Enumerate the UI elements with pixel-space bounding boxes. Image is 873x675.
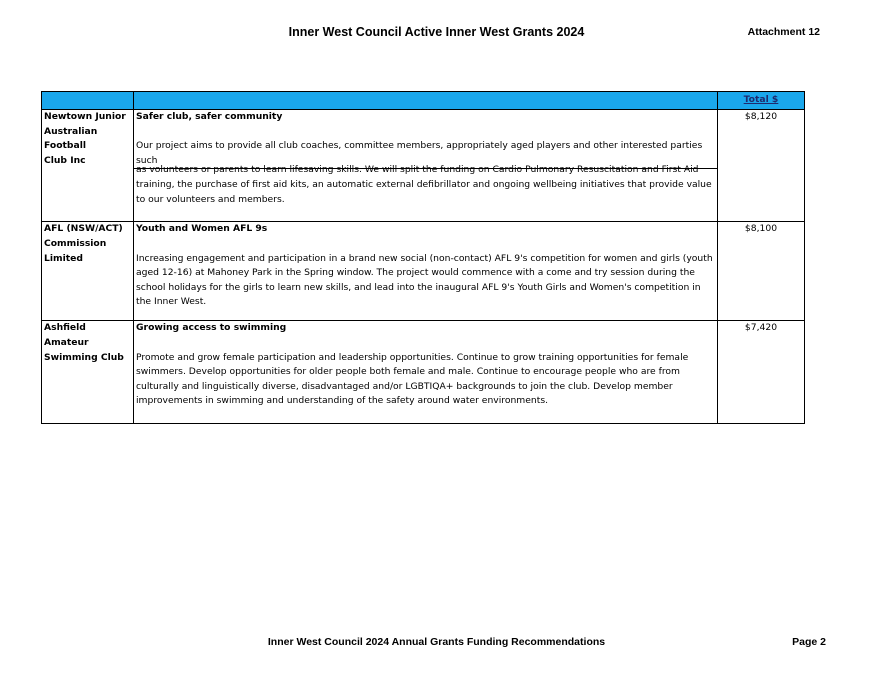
table-row [42, 222, 805, 321]
project-description-continued: training, the purchase of first aid kits, an automatic external defibrillator and ongoing wellbeing initiatives that provide value to our volunteers and members. [136, 178, 712, 205]
organisation-cell [42, 110, 134, 169]
project-title: Growing access to swimming [136, 322, 287, 334]
organisation-name-line: Commission [44, 237, 107, 249]
organisation-name-line: Limited [44, 252, 83, 264]
organisation-name-line: Ashfield Amateur [44, 322, 89, 348]
grants-table [41, 91, 805, 424]
project-description: Increasing engagement and participation in a brand new social (non-contact) AFL 9's competition for women and girls (youth aged 12-16) at Mahoney Park in the Spring window. The project would commence with a come and try session during the school holidays for the girls to learn new skills, and lead into the inaugural AFL 9's Youth Girls and Women's competition in the Inner West. [136, 252, 713, 308]
table-header-row [42, 92, 805, 110]
project-title: Youth and Women AFL 9s [136, 223, 268, 235]
table-row [42, 110, 805, 169]
header-cell-project [134, 92, 718, 110]
organisation-name-line: Swimming Club [44, 351, 124, 363]
organisation-name-line: Club Inc [44, 154, 86, 166]
project-cell [134, 222, 718, 321]
footer-text: Inner West Council 2024 Annual Grants Funding Recommendations [267, 636, 606, 648]
organisation-name-line: AFL (NSW/ACT) [44, 223, 123, 235]
attachment-label: Attachment 12 [747, 26, 820, 38]
table-row [42, 321, 805, 424]
project-description-clipped-line: as volunteers or parents to learn lifesaving skills. We will split the funding on Cardio Pulmonary Resuscitation and First Aid [136, 164, 699, 176]
table-row-continuation [42, 169, 805, 222]
project-cell [134, 321, 718, 424]
project-description: Our project aims to provide all club coaches, committee members, appropriately aged players and other interested parties such [136, 140, 703, 166]
page-number: Page 2 [792, 636, 826, 648]
header-cell-total: Total $ [718, 92, 805, 110]
project-cell-continuation [134, 164, 718, 222]
organisation-cell [42, 222, 134, 321]
header-cell-org [42, 92, 134, 110]
organisation-name-line: Australian Football [44, 125, 98, 152]
organisation-cell-continuation [42, 169, 134, 222]
project-cell [134, 110, 718, 169]
amount-cell: $8,100 [718, 222, 805, 321]
organisation-name-line: Newtown Junior [44, 111, 126, 122]
project-description: Promote and grow female participation and leadership opportunities. Continue to grow training opportunities for female swimmers. Develop opportunities for older people both female and male. Continue to encourage people who are from culturally and linguistically diverse, disadvantaged and/or LGBTIQA+ backgrounds to join the club. Develop member improvements in swimming and understanding of the safety around water environments. [136, 351, 689, 407]
page-title: Inner West Council Active Inner West Grants 2024 [288, 25, 585, 39]
amount-cell: $7,420 [718, 321, 805, 424]
organisation-cell [42, 321, 134, 424]
amount-cell-continuation [718, 169, 805, 222]
amount-cell: $8,120 [718, 110, 805, 169]
project-title: Safer club, safer community [136, 111, 283, 122]
